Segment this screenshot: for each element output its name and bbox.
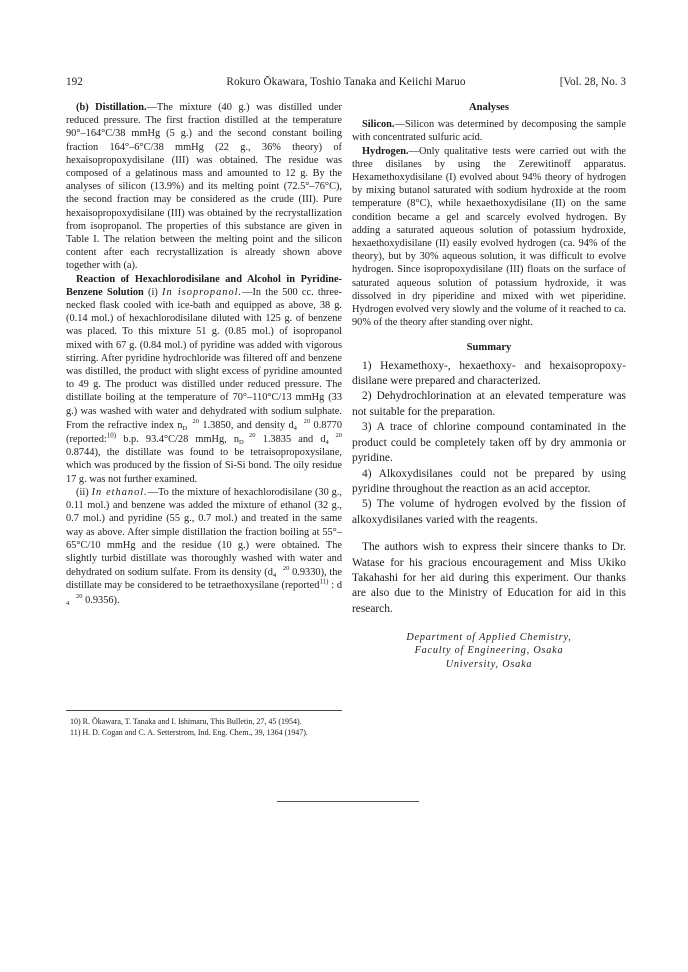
summary-list: [352, 359, 626, 528]
summary-item-5: 5) The volume of hydrogen evolved by the fission of alkoxydisilanes varied with the reagents.: [352, 498, 626, 526]
ethanol-sub-label: (ii): [76, 486, 89, 498]
distillation-text: —The mixture (40 g.) was distilled under reduced pressure. The first fraction distilled at the temperature 90°–164°C/38 mmHg (5 g.) and the second constant boiling fraction 164°–6°C/38 mmHg (22 g., 36% theory) of hexaisopropoxydisilane (III) was obtained. The residue was composed of a gelatinous mass and amounted to 12 g. By the analyses of silicon (13.9%) and its melting point (72.5°–76°C), the second fraction may be considered as the crude (III). Pure hexaisopropoxydisilane (III) was obtained by the recrystallization from isopropanol. The properties of this substance are given in Table I. The relation between the melting point and the silicon content after each recrystallization is already shown above together with (a).: [66, 102, 342, 272]
summary-item-4: 4) Alkoxydisilanes could not be prepared by using pyridine throughout the reaction as an acid acceptor.: [352, 467, 626, 495]
reaction-heading: Reaction of Hexachlorodisilane and Alcohol in Pyridine-Benzene Solution: [66, 273, 342, 298]
summary-item-3: 3) A trace of chlorine compound contaminated in the product could be completely taken off by dry ammonia or pyridine.: [352, 421, 626, 465]
reference-11: 11): [319, 577, 329, 586]
reaction-text-e: 1.3835 and d: [255, 434, 326, 446]
density-sup-sub: [273, 565, 290, 579]
affiliation-line-1: Department of Applied Chemistry,: [406, 632, 572, 644]
page-number: 192: [66, 76, 83, 88]
hydrogen-heading: Hydrogen.: [362, 145, 409, 157]
silicon-text: —Silicon was determined by decomposing the sample with concentrated sulfuric acid.: [352, 119, 626, 144]
sub-4: 4: [325, 439, 329, 447]
index-sup-sub: [182, 418, 199, 432]
density-sup-sub: [294, 418, 311, 432]
reference-10: 10): [106, 431, 117, 440]
affiliation: [352, 631, 626, 671]
left-column: [66, 101, 342, 607]
sub-4: 4: [272, 572, 277, 580]
footnotes: [66, 710, 342, 738]
end-rule: [277, 801, 419, 802]
sup-20: 20: [335, 432, 342, 440]
reaction-text: —In the 500 cc. three-necked flask cooled with ice-bath and equipped as above, 38 g. (0.14 mol.) of hexachlorodisilane diluted with 125 g. of benzene was placed. To this mixture 51 g. (0.85 mol.) of isopropanol mixed with 67 g. (0.84 mol.) of pyridine was added with vigorous stirring. After pyridine hydrochloride was filtered off and benzene was distilled, the product with slight excess of pyridine amounted to 49 g. The product was distilled under reduced pressure. The distillate boiling at the temperature of 70°–110°C/13 mmHg (33 g.) was washed with water and dehydrated with sodium sulphate. From the refractive index n: [66, 286, 343, 431]
reaction-text-b: 1.3850, and density d: [198, 419, 294, 431]
reaction-text-c: 0.8770 (reported:: [66, 419, 342, 446]
silicon-paragraph: [352, 118, 626, 144]
ethanol-text-b: 0.9330), the distillate may be considered to be tetraethoxysilane (reported: [66, 567, 342, 592]
sub-4: 4: [66, 599, 70, 607]
distillation-heading: (b) Distillation.: [76, 102, 147, 113]
running-header: [66, 76, 626, 92]
sub-d: D: [182, 424, 188, 432]
distillation-paragraph: [66, 101, 342, 273]
hydrogen-paragraph: [352, 145, 626, 330]
sup-20: 20: [303, 417, 311, 425]
volume-label: [Vol. 28, No. 3: [559, 76, 626, 88]
sup-20: 20: [282, 565, 290, 573]
ethanol-text-d: 0.9356).: [82, 594, 120, 606]
hydrogen-text: —Only qualitative tests were carried out with the three disilanes by using the Zerewitinoff apparatus. Hexamethoxydisilane (I) evolved about 94% theory of hydrogen by mixing butanol saturated with sodium hydroxide at the room temperature (8°C), while hexaethoxydisilane (II) on the same condition became a gel and scarcely evolved hydrogen. By adding a saturated aqueous solution of potassium hydroxide, hexaethoxydisilane (II) easily evolved hydrogen (ca. 94% of the theory), but by 30% aqueous solution, it was difficult to evolve hydrogen. Since isopropoxydisilane (III) floats on the surface of saturated aqueous solution of potassium hydroxide, it was dissolved in dry piperidine and mixed with wet piperidine. Hydrogen evolved very slowly and the volume of it reached to ca. 90% of the theory after standing over night.: [352, 145, 626, 329]
ethanol-text-c: : d: [328, 580, 343, 592]
sup-20: 20: [249, 432, 256, 440]
density-sup-sub: [326, 432, 343, 446]
ethanol-sub-italic: In ethanol.: [91, 486, 148, 498]
summary-item-2: 2) Dehydrochlorination at an elevated temperature was not suitable for the preparation.: [352, 390, 626, 418]
reaction-text-f: 0.8744), the distillate was found to be tetraisopropoxysilane, which was produced by the fission of Si-Si bond. The oily residue 17 g. was not further examined.: [66, 447, 342, 485]
summary-item-1: 1) Hexamethoxy-, hexaethoxy- and hexaisopropoxy-disilane were prepared and characterized.: [352, 359, 626, 388]
ethanol-text: —To the mixture of hexachlorodisilane (30 g., 0.11 mol.) and benzene was added the mixture of ethanol (32 g., 0.7 mol.) and pyridine (55 g., 0.7 mol.) and treated in the same way as above. After simple distillation the fraction boiling at 55°–65°C/10 mmHg and the residue (10 g.) were obtained. The slightly turbid distillate was thoroughly washed with water and dehydrated on sodium sulfate. From its density (d: [66, 486, 342, 579]
analyses-heading: Analyses: [468, 102, 510, 113]
affiliation-line-3: University, Osaka: [445, 658, 533, 670]
summary-heading: Summary: [466, 342, 512, 354]
ethanol-paragraph: [66, 486, 342, 607]
affiliation-line-2: Faculty of Engineering, Osaka: [414, 645, 564, 657]
acknowledgement-text: The authors wish to express their sincere thanks to Dr. Watase for his gracious encouragement and Miss Ukiko Takahashi for her aid during this experiment. Our thanks are also due to the Ministry of Education for aid in this research.: [352, 541, 626, 615]
footnote-10: 10) R. Ōkawara, T. Tanaka and I. Ishimaru, This Bulletin, 27, 45 (1954).: [70, 717, 302, 726]
right-column: [352, 101, 626, 671]
silicon-heading: Silicon.: [362, 119, 395, 131]
reaction-sub-label: (i): [148, 286, 158, 298]
sub-4: 4: [293, 424, 297, 432]
density-sup-sub: [66, 593, 83, 607]
reaction-paragraph: [66, 273, 342, 486]
reaction-sub-italic: In isopropanol.: [162, 286, 243, 298]
acknowledgement: [352, 540, 626, 617]
sup-20: 20: [76, 592, 83, 600]
reaction-text-d: b.p. 93.4°C/28 mmHg, n: [116, 434, 240, 446]
sup-20: 20: [192, 417, 199, 425]
footnote-11: 11) H. D. Cogan and C. A. Setterstrom, Ind. Eng. Chem., 39, 1364 (1947).: [70, 727, 308, 737]
index-sup-sub: [239, 432, 256, 446]
running-authors: Rokuro Ōkawara, Toshio Tanaka and Keiichi Maruo: [226, 76, 466, 88]
sub-d: D: [239, 439, 244, 447]
